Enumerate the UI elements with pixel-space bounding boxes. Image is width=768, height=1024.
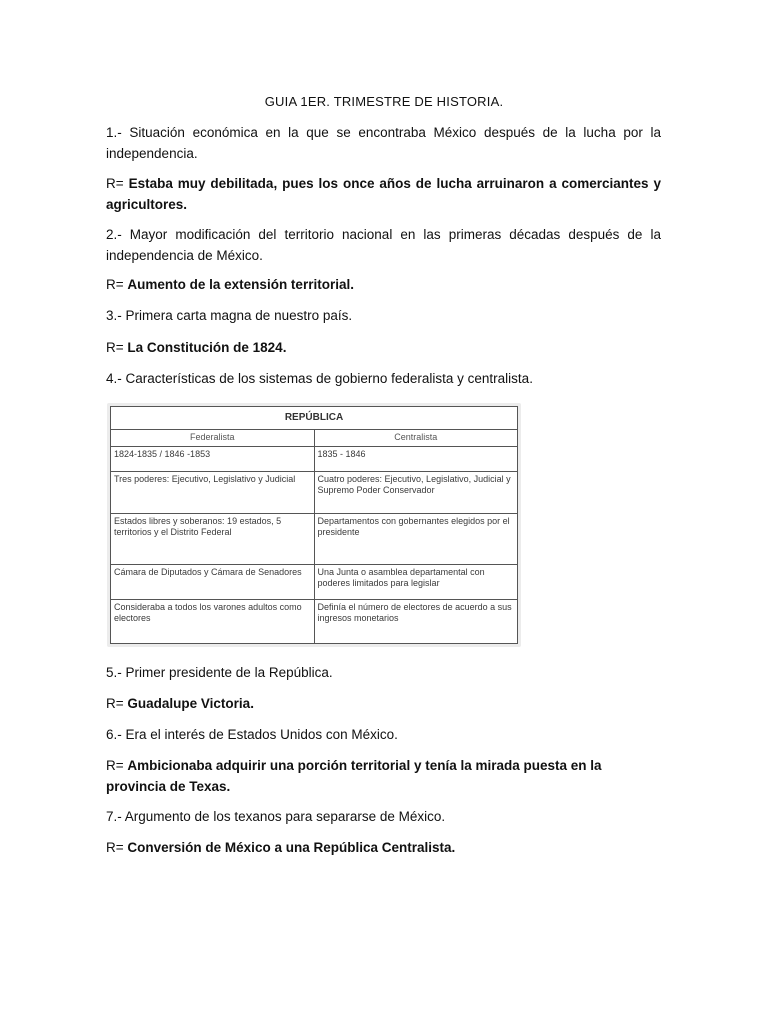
republica-table [110, 406, 518, 644]
table-row [111, 564, 518, 599]
table-heading: REPÚBLICA [111, 407, 518, 430]
table-row [111, 514, 518, 564]
column-header-centralista: Centralista [314, 429, 518, 447]
table-row [111, 599, 518, 643]
answer-prefix: R= [106, 340, 124, 355]
answer-2 [106, 274, 661, 295]
question-1: 1.- Situación económica en la que se encontraba México después de la lucha por la independencia. [106, 125, 661, 161]
answer-5 [106, 693, 661, 714]
table-cell: Consideraba a todos los varones adultos como electores [111, 599, 315, 643]
table-cell: 1824-1835 / 1846 -1853 [111, 447, 315, 472]
question-2: 2.- Mayor modificación del territorio nacional en las primeras décadas después de la independencia de México. [106, 227, 661, 263]
table-row [111, 471, 518, 513]
answer-1 [106, 173, 661, 215]
table-row [111, 447, 518, 472]
answer-prefix: R= [106, 758, 124, 773]
question-4: 4.- Características de los sistemas de gobierno federalista y centralista. [106, 371, 533, 386]
answer-text: La Constitución de 1824. [127, 340, 287, 355]
republica-table-image [107, 403, 521, 647]
question-6: 6.- Era el interés de Estados Unidos con México. [106, 727, 398, 742]
table-cell: Departamentos con gobernantes elegidos por el presidente [314, 514, 518, 564]
answer-6 [106, 755, 661, 797]
answer-text: Aumento de la extensión territorial. [127, 277, 354, 292]
table-cell: Una Junta o asamblea departamental con poderes limitados para legislar [314, 564, 518, 599]
answer-text: Conversión de México a una República Centralista. [127, 840, 456, 855]
table-cell: Cámara de Diputados y Cámara de Senadores [111, 564, 315, 599]
question-7: 7.- Argumento de los texanos para separarse de México. [106, 809, 446, 824]
answer-7 [106, 837, 661, 858]
table-cell: Estados libres y soberanos: 19 estados, 5 territorios y el Distrito Federal [111, 514, 315, 564]
column-header-federalista: Federalista [111, 429, 315, 447]
answer-prefix: R= [106, 840, 124, 855]
table-cell: Cuatro poderes: Ejecutivo, Legislativo, Judicial y Supremo Poder Conservador [314, 471, 518, 513]
table-cell: 1835 - 1846 [314, 447, 518, 472]
answer-prefix: R= [106, 176, 124, 191]
answer-prefix: R= [106, 696, 124, 711]
answer-text: Ambicionaba adquirir una porción territorial y tenía la mirada puesta en la provincia de Texas. [106, 758, 602, 794]
answer-text: Estaba muy debilitada, pues los once años de lucha arruinaron a comerciantes y agricultores. [106, 176, 661, 212]
table-cell: Tres poderes: Ejecutivo, Legislativo y Judicial [111, 471, 315, 513]
question-3: 3.- Primera carta magna de nuestro país. [106, 308, 353, 323]
document-title: GUIA 1ER. TRIMESTRE DE HISTORIA. [264, 94, 504, 109]
answer-3 [106, 337, 661, 358]
answer-text: Guadalupe Victoria. [127, 696, 254, 711]
question-5: 5.- Primer presidente de la República. [106, 665, 333, 680]
table-cell: Definía el número de electores de acuerdo a sus ingresos monetarios [314, 599, 518, 643]
answer-prefix: R= [106, 277, 124, 292]
